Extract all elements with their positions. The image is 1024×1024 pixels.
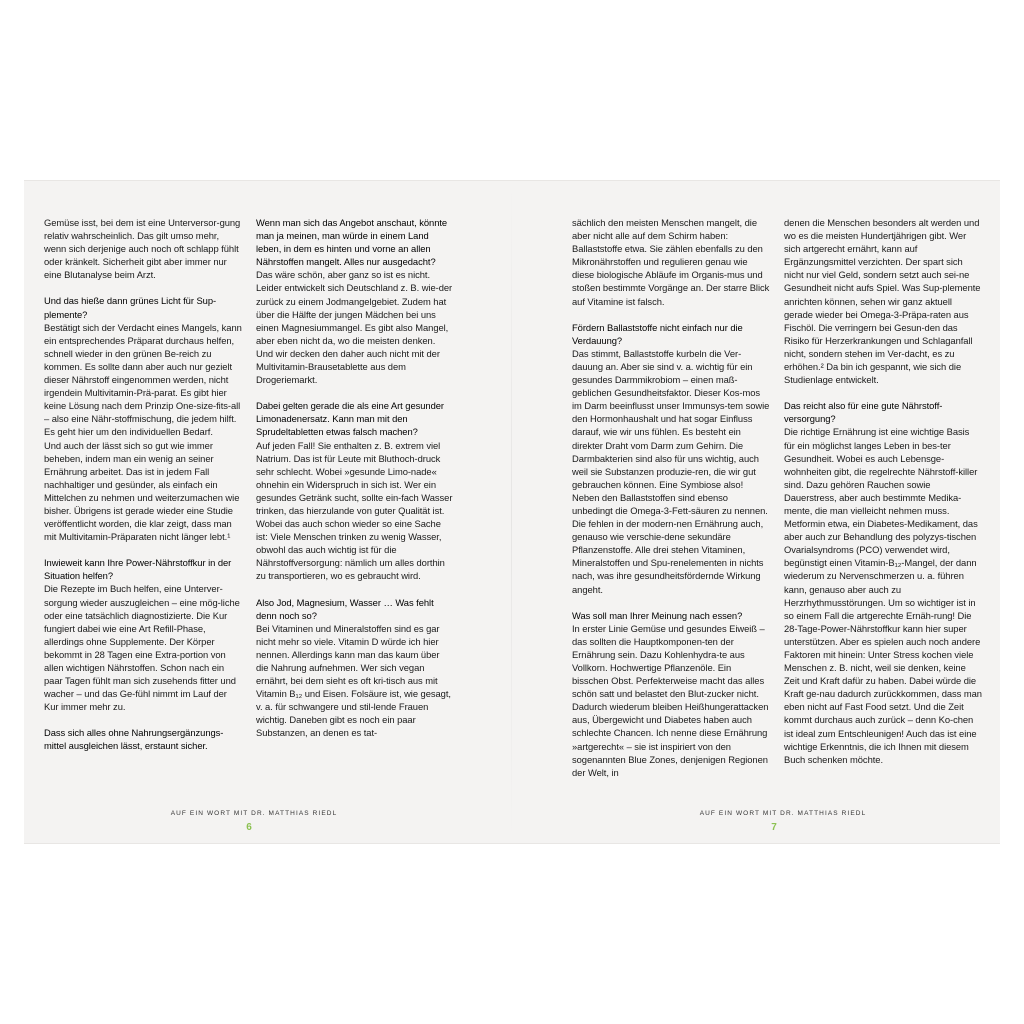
interview-question: Das reicht also für eine gute Nährstoff-versorgung? xyxy=(784,400,943,425)
interview-question: Was soll man Ihrer Meinung nach essen? xyxy=(572,609,743,621)
right-page-column-2 xyxy=(784,216,982,766)
answer-paragraph: Gemüse isst, bei dem ist eine Unterversor-gung relativ wahrscheinlich. Das gilt umso mehr, wenn sich derjenige auch noch oft schlapp fühlt oder kränkelt. Sicherheit gibt aber immer nur eine Blutanalyse beim Arzt. xyxy=(44,217,241,281)
answer-paragraph: Und auch der lässt sich so gut wie immer beheben, indem man ein wenig an seiner Ernährung arbeitet. Das ist in jedem Fall nachhaltiger und gesünder, als einfach ein Mittelchen zu nehmen und weiterzumachen wie bisher. Übrigens ist gerade wieder eine Studie veröffentlicht worden, die klar zeigt, dass man mit Multivitamin-Präparaten nicht länger lebt.¹ xyxy=(44,439,240,543)
paragraph-gap xyxy=(572,308,770,321)
left-page-column-1 xyxy=(44,216,242,753)
answer-paragraph: In erster Linie Gemüse und gesundes Eiweiß – das sollten die Hauptkomponen-ten der Ernährung sein. Dazu Kohlenhydra-te aus Vollkorn. Hochwertige Pflanzenöle. Ein bisschen Obst. Perfekterweise macht das alles schön satt und belastet den Blut-zucker nicht. Dadurch wiederum bleiben Heißhungerattacken aus, Übergewicht und Diabetes haben auch schlechte Chancen. Ich nenne diese Ernährung »artgerecht« – sie ist inspiriert von den sogenannten Blue Zones, denjenigen Regionen der Welt, in xyxy=(572,622,769,778)
answer-paragraph: Das wäre schön, aber ganz so ist es nicht. Leider entwickelt sich Deutschland z. B. wie-der zurück zu einem Jodmangelgebiet. Zudem hat über die Hälfte der jungen Mädchen bei uns einen Magnesiummangel. Es gibt also Mangel, aber eben nicht da, wo die meisten denken. Und wir decken den daher auch nicht mit der Multivitamin-Brausetablette aus dem Drogeriemarkt. xyxy=(256,269,453,386)
paragraph-gap xyxy=(256,583,454,596)
right-page-column-1 xyxy=(572,216,770,779)
book-gutter xyxy=(511,181,512,843)
paragraph-gap xyxy=(784,386,982,399)
left-page-footer: AUF EIN WORT MIT DR. MATTHIAS RIEDL xyxy=(170,810,338,817)
right-page-number: 7 xyxy=(771,822,777,833)
answer-paragraph: Bei Vitaminen und Mineralstoffen sind es gar nicht mehr so viele. Vitamin D würde ich hier nennen. Allerdings kann man das kaum über die Nahrung aufnehmen. Wer sich vegan ernährt, bei dem sieht es oft kri-tisch aus mit Vitamin B₁₂ und Eisen. Folsäure ist, wie gesagt, v. a. für schwangere und stil-lende Frauen wichtig. Daneben gibt es noch ein paar Substanzen, an denen es tat- xyxy=(256,622,451,739)
paragraph-gap xyxy=(44,713,242,726)
answer-paragraph: denen die Menschen besonders alt werden und wo es die meisten Hundertjährigen gibt. Wer sich artgerecht ernährt, kann auf Ergänzungsmittel verzichten. Der spart sich nicht nur viel Geld, sondern setzt auch sei-ne Gesundheit nicht aufs Spiel. Was Sup-plemente anrichten können, sehen wir ganz aktuell gerade wieder bei Omega-3-Präpa-raten aus Fischöl. Die verringern bei Gesun-den das Risiko für Herzerkrankungen und Schlaganfall nicht, sondern stehen im Ver-dacht, es zu erhöhen.² Da bin ich gespannt, wie sich die Studienlage entwickelt. xyxy=(784,217,981,386)
paragraph-gap xyxy=(256,386,454,399)
interview-question: Dass sich alles ohne Nahrungsergänzungs-mittel ausgleichen lässt, erstaunt sicher. xyxy=(44,727,224,752)
answer-paragraph: Auf jeden Fall! Sie enthalten z. B. extrem viel Natrium. Das ist für Leute mit Bluthoch-druck sehr schlecht. Wobei »gesunde Limo-nade« ohnehin ein Widerspruch in sich ist. Wer ein gesundes Getränk sucht, sollte ein-fach Wasser trinken, das hierzulande von guter Qualität ist. Wobei das auch schon wieder so eine Sache ist: Viele Menschen trinken zu wenig Wasser, obwohl das auch wichtig ist für die Nährstoffversorgung: nämlich um alles dorthin zu transportieren, wo es gebraucht wird. xyxy=(256,439,453,582)
answer-paragraph: Bestätigt sich der Verdacht eines Mangels, kann ein entsprechendes Präparat durchaus helfen, schnell wieder in den grünen Be-reich zu kommen. Es sollte dann aber auch nur gezielt dieser Nährstoff eingenommen werden, nicht irgendein Multivitamin-Prä-parat. Es gibt hier keine Lösung nach dem Prinzip One-size-fits-all – also eine Nähr-stoffmischung, die jedem hilft. Es geht hier um den individuellen Bedarf. xyxy=(44,321,242,438)
left-page-column-2 xyxy=(256,216,454,740)
answer-paragraph: Die Rezepte im Buch helfen, eine Unterver-sorgung wieder auszugleichen – eine mög-liche oder eine tatsächlich diagnostizierte. Die Kur fungiert dabei wie eine Art Refill-Phase, allerdings ohne Supplemente. Der Körper bekommt in 28 Tagen eine Extra-portion von allen wichtigen Nährstoffen. Schon nach ein paar Tagen fühlt man sich zusehends fitter und wacher – und das Ge-fühl nimmt im Lauf der Kur immer mehr zu. xyxy=(44,583,240,713)
interview-question: Also Jod, Magnesium, Wasser … Was fehlt denn noch so? xyxy=(256,596,434,621)
left-page-number: 6 xyxy=(246,822,252,833)
right-page-footer: AUF EIN WORT MIT DR. MATTHIAS RIEDL xyxy=(699,810,867,817)
answer-paragraph: Das stimmt, Ballaststoffe kurbeln die Ver-dauung an. Aber sie sind v. a. wichtig für ein gesundes Darmmikrobiom – einen maß-geblichen Gesundheitsfaktor. Dieser Kos-mos im Darm beeinflusst unser Immunsys-tem sowie den Hormonhaushalt und hat sogar Einfluss darauf, wie wir uns fühlen. Es besteht ein direkter Draht vom Darm zum Gehirn. Die Darmbakterien sind also für uns wichtig, auch weil sie Substanzen produzie-ren, die wir gut gebrauchen können. Eine Symbiose also! Neben den Ballaststoffen sind ebenso unbedingt die Omega-3-Fett-säuren zu nennen. Die fehlen in der modern-nen Ernährung auch, genauso wie verschie-dene sekundäre Pflanzenstoffe. Alle drei stehen Vitaminen, Mineralstoffen und Spu-renelementen in nichts nach, was ihre gesundheitsfördernde Wirkung angeht. xyxy=(572,347,770,595)
answer-paragraph: Die richtige Ernährung ist eine wichtige Basis für ein möglichst langes Leben in bes-ter Gesundheit. Wobei es auch Lebensge-wohnheiten gibt, die regelrechte Nährstoff-killer sind. Dazu gehören Rauchen sowie Dauerstress, aber auch bestimmte Medika-mente, die man vielleicht nehmen muss. Metformin etwa, ein Diabetes-Medikament, das aber auch zur Behandlung des polyzys-tischen Ovarialsyndroms (PCO) verwendet wird, begünstigt einen Vitamin-B₁₂-Mangel, der dann wiederum zu Nervenschmerzen u. a. führen kann, genauso aber auch zu Herzrhythmusstörungen. Um so wichtiger ist in so einem Fall die artgerechte Ernäh-rung! Die 28-Tage-Power-Nährstoffkur kann hier super unterstützen. Aber es spielen auch noch andere Faktoren mit hinein: Unter Stress kochen viele Menschen z. B. nicht, weil sie denken, keine Zeit und Kraft dafür zu haben. Dabei würde die Kraft ge-nau dadurch zurückkommen, dass man eben nicht auf Fast Food setzt. Und die Zeit kommt durchaus auch zurück – denn Ko-chen ist ideal zum Entschleunigen! Auch das ist eine wichtige Erkenntnis, die ich Ihnen mit diesem Buch schenken möchte. xyxy=(784,426,982,765)
paragraph-gap xyxy=(44,281,242,294)
interview-question: Fördern Ballaststoffe nicht einfach nur die Verdauung? xyxy=(572,321,743,346)
interview-question: Inwieweit kann Ihre Power-Nährstoffkur in der Situation helfen? xyxy=(44,557,232,582)
paragraph-gap xyxy=(572,596,770,609)
interview-question: Wenn man sich das Angebot anschaut, könnte man ja meinen, man würde in einem Land leben, in dem es hinten und vorne an allen Nährstoffen mangelt. Alles nur ausgedacht? xyxy=(256,217,448,268)
interview-question: Und das hieße dann grünes Licht für Sup-plemente? xyxy=(44,295,217,320)
book-spread xyxy=(24,180,1000,844)
paragraph-gap xyxy=(44,543,242,556)
interview-question: Dabei gelten gerade die als eine Art gesunder Limonadenersatz. Kann man mit den Sprudeltabletten etwas falsch machen? xyxy=(256,400,444,438)
answer-paragraph: sächlich den meisten Menschen mangelt, die aber nicht alle auf dem Schirm haben: Ballaststoffe etwa. Sie zählen ebenfalls zu den Mikronährstoffen und regulieren genau wie diese biologische Abläufe im Organis-mus und stoßen bestimmte Vorgänge an. Der starre Blick auf Vitamine ist falsch. xyxy=(572,217,770,307)
